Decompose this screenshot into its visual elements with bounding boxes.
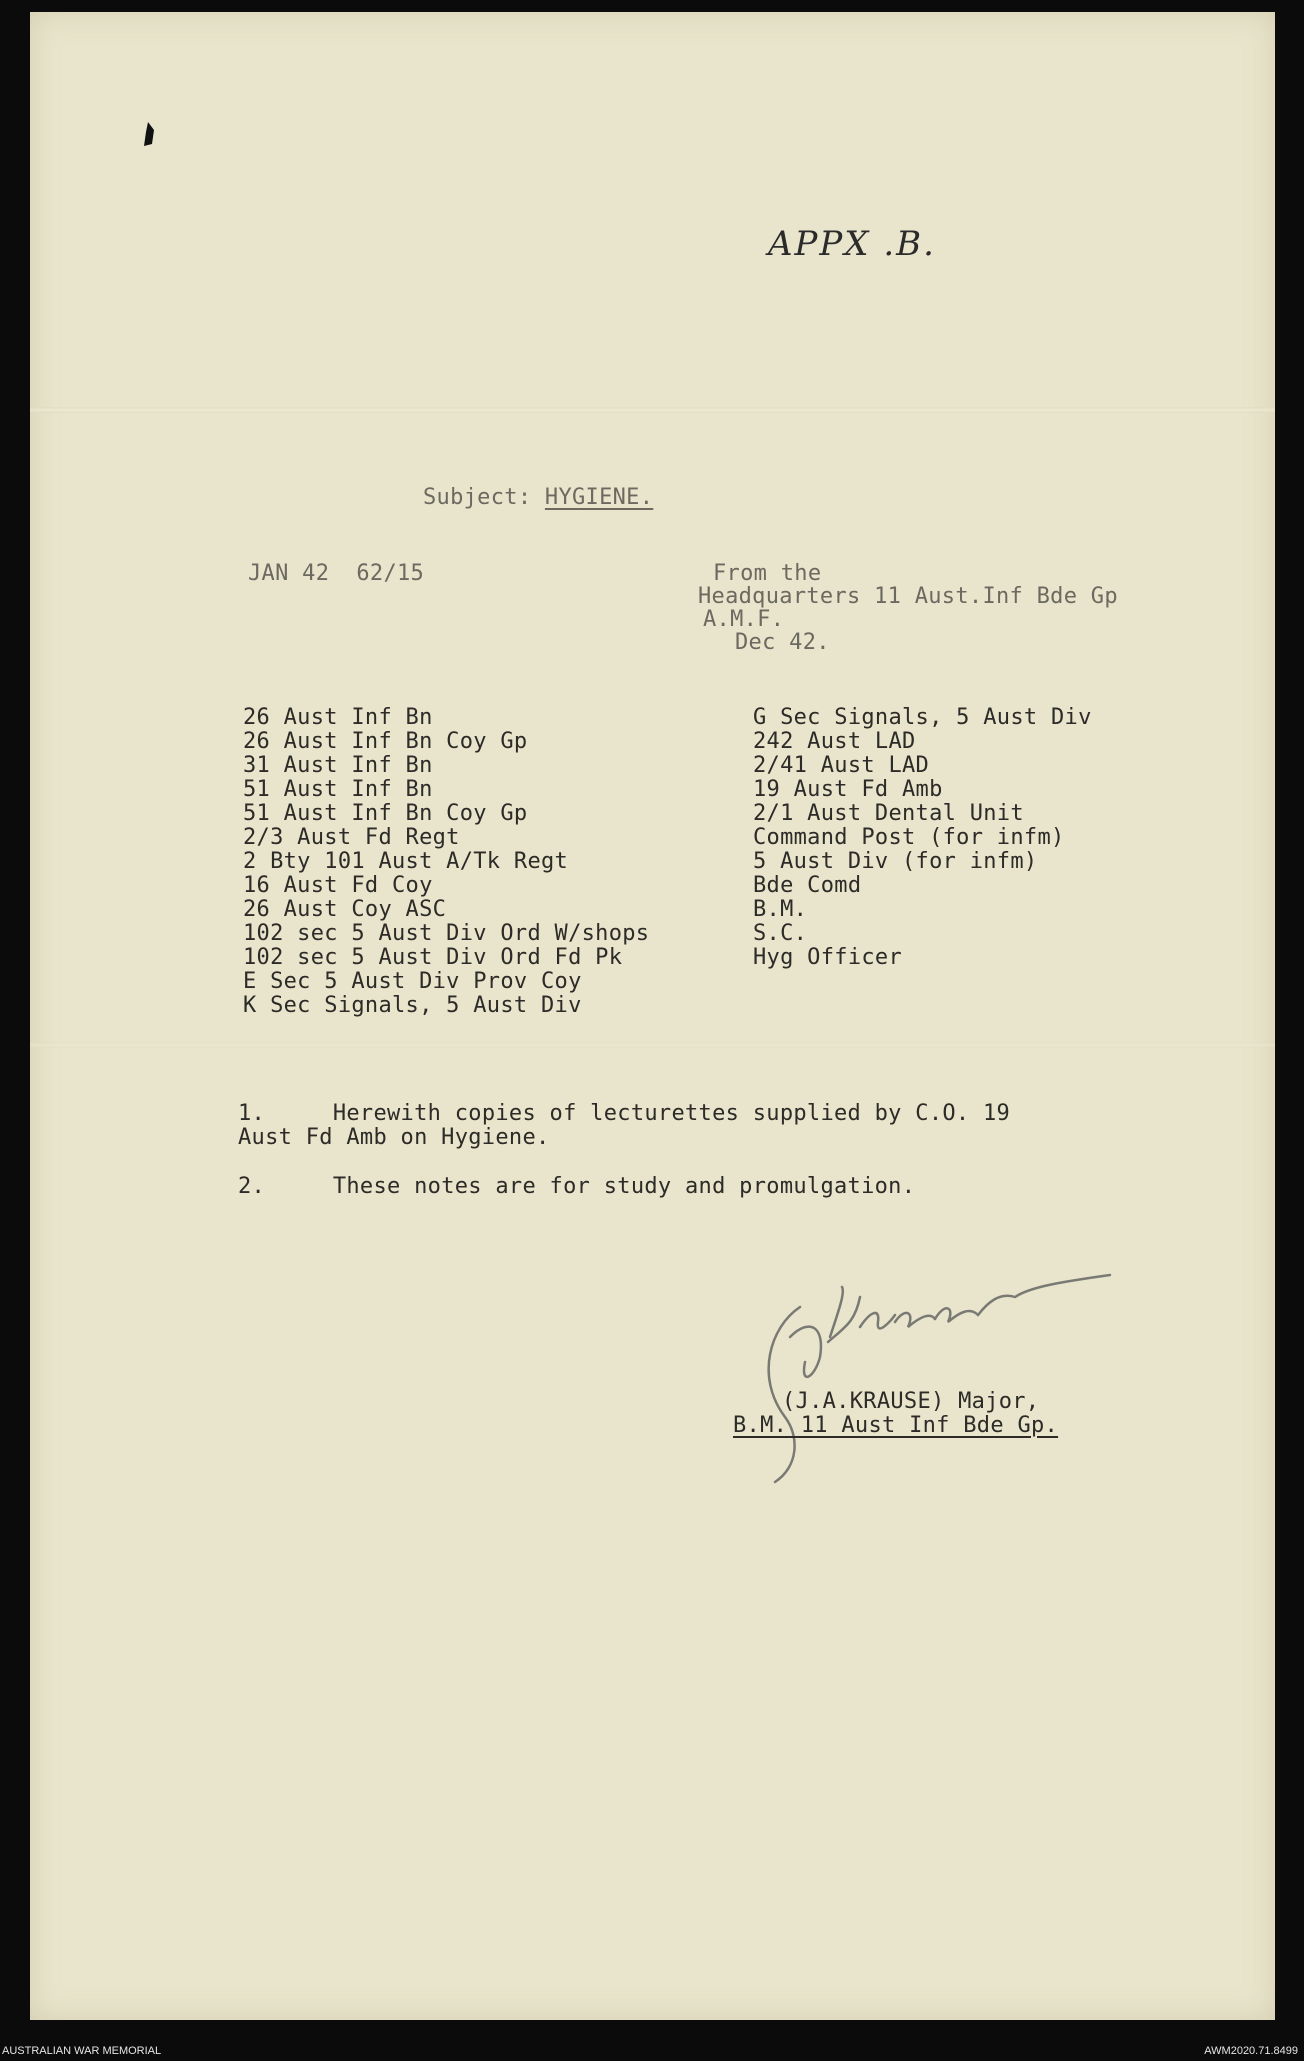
from-line-4: Dec 42. [735,630,830,655]
list-item: 26 Aust Coy ASC [243,897,447,922]
signatory-name: (J.A.KRAUSE) Major, [782,1389,1040,1414]
handwritten-signature [730,1267,1130,1487]
distribution-list-left [243,706,649,1018]
paragraph-line [238,1175,915,1199]
list-item: B.M. [753,897,808,922]
punch-mark [140,120,160,150]
list-item: 242 Aust LAD [753,729,916,754]
paragraph-number: 1. [238,1101,266,1126]
paper-fold [30,1042,1275,1048]
subject-text: HYGIENE. [544,485,654,510]
list-item: G Sec Signals, 5 Aust Div [753,705,1092,730]
list-item: 51 Aust Inf Bn [243,777,433,802]
list-item: S.C. [753,921,808,946]
paragraph-2 [238,1175,915,1199]
list-item: 31 Aust Inf Bn [243,753,433,778]
appendix-annotation: APPX .B. [768,224,936,264]
list-item: 16 Aust Fd Coy [243,873,433,898]
list-item: 2/41 Aust LAD [753,753,930,778]
list-item: 26 Aust Inf Bn [243,705,433,730]
list-item: 2 Bty 101 Aust A/Tk Regt [243,849,569,874]
list-item: K Sec Signals, 5 Aust Div [243,993,582,1018]
document-page [30,12,1275,2020]
paragraph-line: Aust Fd Amb on Hygiene. [238,1125,550,1150]
reference-number: JAN 42 62/15 [248,561,425,586]
footer-right: AWM2020.71.8499 [1204,2045,1298,2057]
list-item: E Sec 5 Aust Div Prov Coy [243,969,582,994]
list-item: 102 sec 5 Aust Div Ord W/shops [243,921,650,946]
paragraph-text: These notes are for study and promulgation. [332,1174,916,1199]
list-item: 5 Aust Div (for infm) [753,849,1038,874]
subject-prefix: Subject: [423,485,545,510]
list-item: 26 Aust Inf Bn Coy Gp [243,729,528,754]
list-item: Bde Comd [753,873,862,898]
from-line-2: Headquarters 11 Aust.Inf Bde Gp [698,584,1118,609]
paragraph-line [238,1102,1010,1126]
paragraph-text: Herewith copies of lecturettes supplied by C.O. 19 [332,1101,1011,1126]
from-line-1: From the [713,561,822,586]
list-item: 19 Aust Fd Amb [753,777,943,802]
footer-left: AUSTRALIAN WAR MEMORIAL [2,2045,162,2057]
list-item: Command Post (for infm) [753,825,1065,850]
paragraph-number: 2. [238,1174,266,1199]
list-item: 51 Aust Inf Bn Coy Gp [243,801,528,826]
paper-fold [30,407,1275,413]
from-line-3: A.M.F. [703,607,785,632]
subject-line [423,486,653,510]
distribution-list-right [753,706,1092,970]
list-item: 102 sec 5 Aust Div Ord Fd Pk [243,945,623,970]
signatory-title: B.M. 11 Aust Inf Bde Gp. [733,1413,1059,1438]
list-item: Hyg Officer [753,945,902,970]
list-item: 2/3 Aust Fd Regt [243,825,460,850]
paragraph-1 [238,1102,1010,1150]
list-item: 2/1 Aust Dental Unit [753,801,1024,826]
